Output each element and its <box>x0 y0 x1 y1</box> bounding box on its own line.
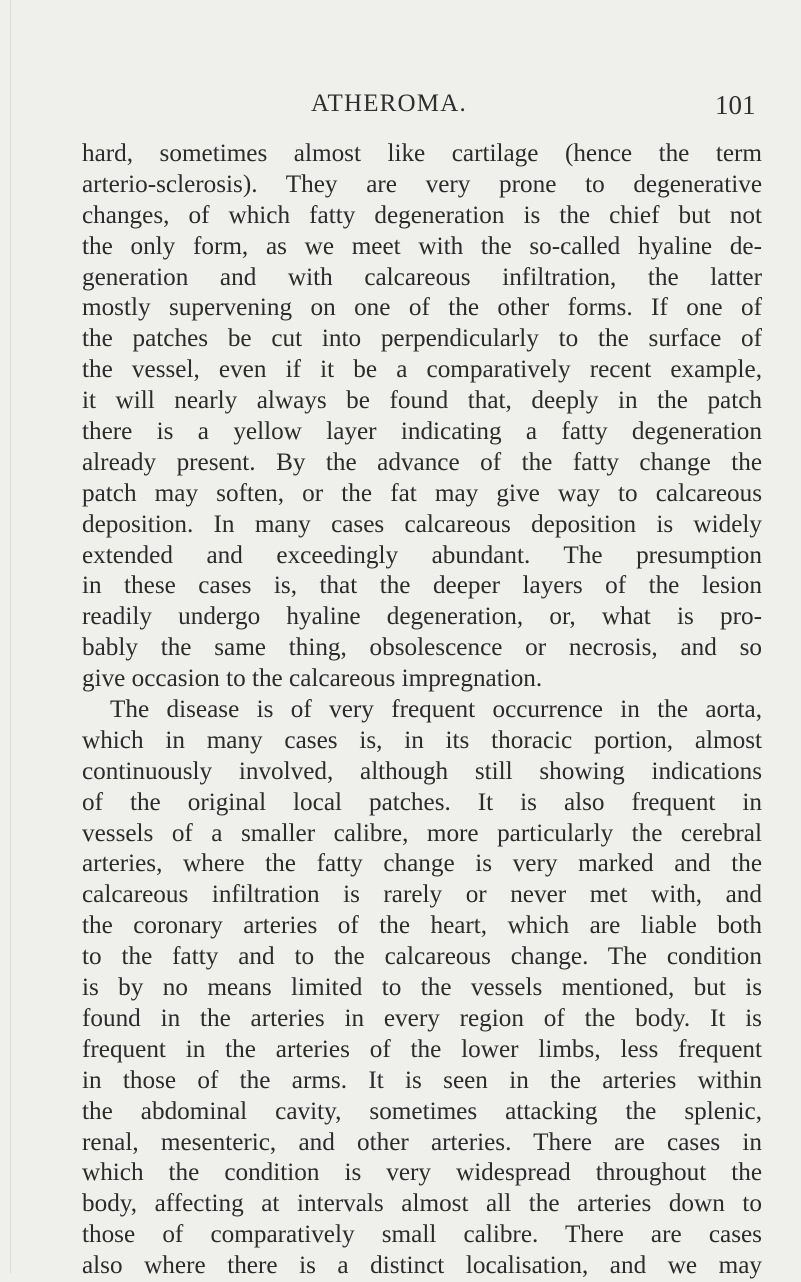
text-line: in those of the arms. It is seen in the arteries within <box>82 1066 762 1094</box>
text-line: the vessel, even if it be a comparatively recent example, <box>82 356 762 384</box>
text-line: renal, mesenteric, and other arteries. There are cases in <box>82 1128 762 1156</box>
text-line: calcareous infiltration is rarely or never met with, and <box>82 881 762 909</box>
text-line: continuously involved, although still showing indications <box>82 757 762 785</box>
body-text <box>82 139 762 1282</box>
text-line: arterio-sclerosis). They are very prone to degenerative <box>82 170 762 198</box>
text-line: bably the same thing, obsolescence or necrosis, and so <box>82 634 762 662</box>
page-edge-shadow <box>10 0 11 1273</box>
page-header <box>0 90 801 126</box>
text-line: hard, sometimes almost like cartilage (hence the term <box>82 140 762 167</box>
text-line: readily undergo hyaline degeneration, or, what is pro- <box>82 603 762 631</box>
text-line: it will nearly always be found that, deeply in the patch <box>82 387 762 415</box>
text-line: patch may soften, or the fat may give way to calcareous <box>82 479 762 507</box>
text-line: deposition. In many cases calcareous deposition is widely <box>82 510 762 538</box>
text-line: generation and with calcareous infiltration, the latter <box>82 263 762 291</box>
text-line: body, affecting at intervals almost all the arteries down to <box>82 1190 762 1218</box>
text-line: also where there is a distinct localisation, and we may <box>82 1252 762 1280</box>
text-line: the patches be cut into perpendicularly to the surface of <box>82 325 762 353</box>
text-line: changes, of which fatty degeneration is the chief but not <box>82 201 762 229</box>
text-line: arteries, where the fatty change is very marked and the <box>82 850 762 878</box>
text-line: which the condition is very widespread throughout the <box>82 1159 762 1187</box>
page-number: 101 <box>715 90 756 120</box>
text-line: to the fatty and to the calcareous change. The condition <box>82 943 762 971</box>
text-line: give occasion to the calcareous impregnation. <box>82 665 543 693</box>
text-line: those of comparatively small calibre. There are cases <box>82 1221 762 1249</box>
text-line: in these cases is, that the deeper layers of the lesion <box>82 572 762 600</box>
text-line: found in the arteries in every region of the body. It is <box>82 1004 762 1032</box>
text-line: there is a yellow layer indicating a fatty degeneration <box>82 418 762 446</box>
running-title: ATHEROMA. <box>311 90 467 117</box>
text-line: the abdominal cavity, sometimes attacking the splenic, <box>82 1097 762 1125</box>
paragraph-start-line: The disease is of very frequent occurrence in the aorta, <box>110 696 762 724</box>
text-line: mostly supervening on one of the other forms. If one of <box>82 294 762 322</box>
text-line: extended and exceedingly abundant. The presumption <box>82 541 762 569</box>
text-line: the only form, as we meet with the so-called hyaline de- <box>82 232 762 260</box>
text-line: vessels of a smaller calibre, more particularly the cerebral <box>82 819 762 847</box>
text-line: which in many cases is, in its thoracic portion, almost <box>82 726 762 754</box>
text-line: is by no means limited to the vessels mentioned, but is <box>82 974 762 1002</box>
text-line: of the original local patches. It is also frequent in <box>82 788 762 816</box>
text-line: frequent in the arteries of the lower limbs, less frequent <box>82 1035 762 1063</box>
text-line: the coronary arteries of the heart, which are liable both <box>82 912 762 940</box>
text-line: already present. By the advance of the fatty change the <box>82 448 762 476</box>
